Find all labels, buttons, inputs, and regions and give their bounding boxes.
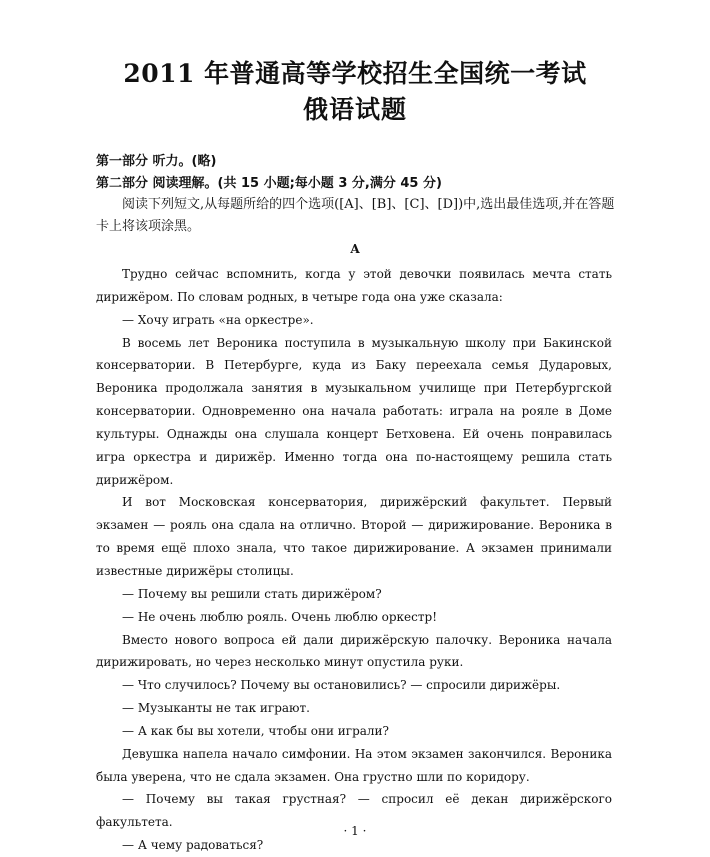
page-number: · 1 ·	[343, 824, 367, 838]
passage-paragraph: В восемь лет Вероника поступила в музыкальную школу при Бакинской консерватории. В Петербурге, куда из Баку переехала семья Дударовых, Вероника продолжала занятия в музыкальном училище при Петербургской консерватории. Одновременно она начала работать: играла на рояле в Доме культуры. Однажды она слушала концерт Бетховена. Ей очень понравилась игра оркестра и дирижёр. Именно тогда она по-настоящему решила стать дирижёром.	[96, 335, 612, 487]
passage-paragraph: И вот Московская консерватория, дирижёрский факультет. Первый экзамен — рояль она сдала на отлично. Второй — дирижирование. Вероника в то время ещё плохо знала, что такое дирижирование. А экзамен принимали известные дирижёры столицы.	[96, 495, 612, 578]
passage-letter: A	[350, 242, 360, 256]
passage-paragraph: — Что случилось? Почему вы остановились? — спросили дирижёры.	[122, 678, 561, 693]
passage-body	[96, 263, 612, 857]
passage-paragraph: — Почему вы такая грустная? — спросил её декан дирижёрского факультета.	[96, 792, 612, 830]
exam-title: 2011 年普通高等学校招生全国统一考试	[123, 59, 587, 88]
instructions-text: 阅读下列短文,从每题所给的四个选项([A]、[B]、[C]、[D])中,选出最佳选项,并在答题卡上将该项涂黑。	[96, 197, 615, 234]
passage-paragraph: Трудно сейчас вспомнить, когда у этой девочки появилась мечта стать дирижёром. По словам родных, в четыре года она уже сказала:	[96, 267, 612, 304]
passage-paragraph: Вместо нового вопроса ей дали дирижёрскую палочку. Вероника начала дирижировать, но через несколько минут опустила руки.	[96, 632, 612, 670]
passage-paragraph: — Музыканты не так играют.	[122, 701, 310, 716]
passage-paragraph: — А чему радоваться?	[122, 838, 264, 853]
passage-paragraph: Девушка напела начало симфонии. На этом экзамен закончился. Вероника была уверена, что не сдала экзамен. Она грустно шли по коридору.	[96, 746, 612, 784]
passage-paragraph: — А как бы вы хотели, чтобы они играли?	[122, 723, 389, 738]
section-part2-heading: 第二部分 阅读理解。(共 15 小题;每小题 3 分,满分 45 分)	[96, 176, 442, 191]
passage-paragraph: — Почему вы решили стать дирижёром?	[122, 586, 382, 601]
section-part1-heading: 第一部分 听力。(略)	[96, 154, 217, 169]
passage-paragraph: — Не очень люблю рояль. Очень люблю оркестр!	[122, 609, 438, 624]
exam-subtitle: 俄语试题	[302, 95, 407, 124]
passage-paragraph: — Хочу играть «на оркестре».	[122, 312, 314, 327]
